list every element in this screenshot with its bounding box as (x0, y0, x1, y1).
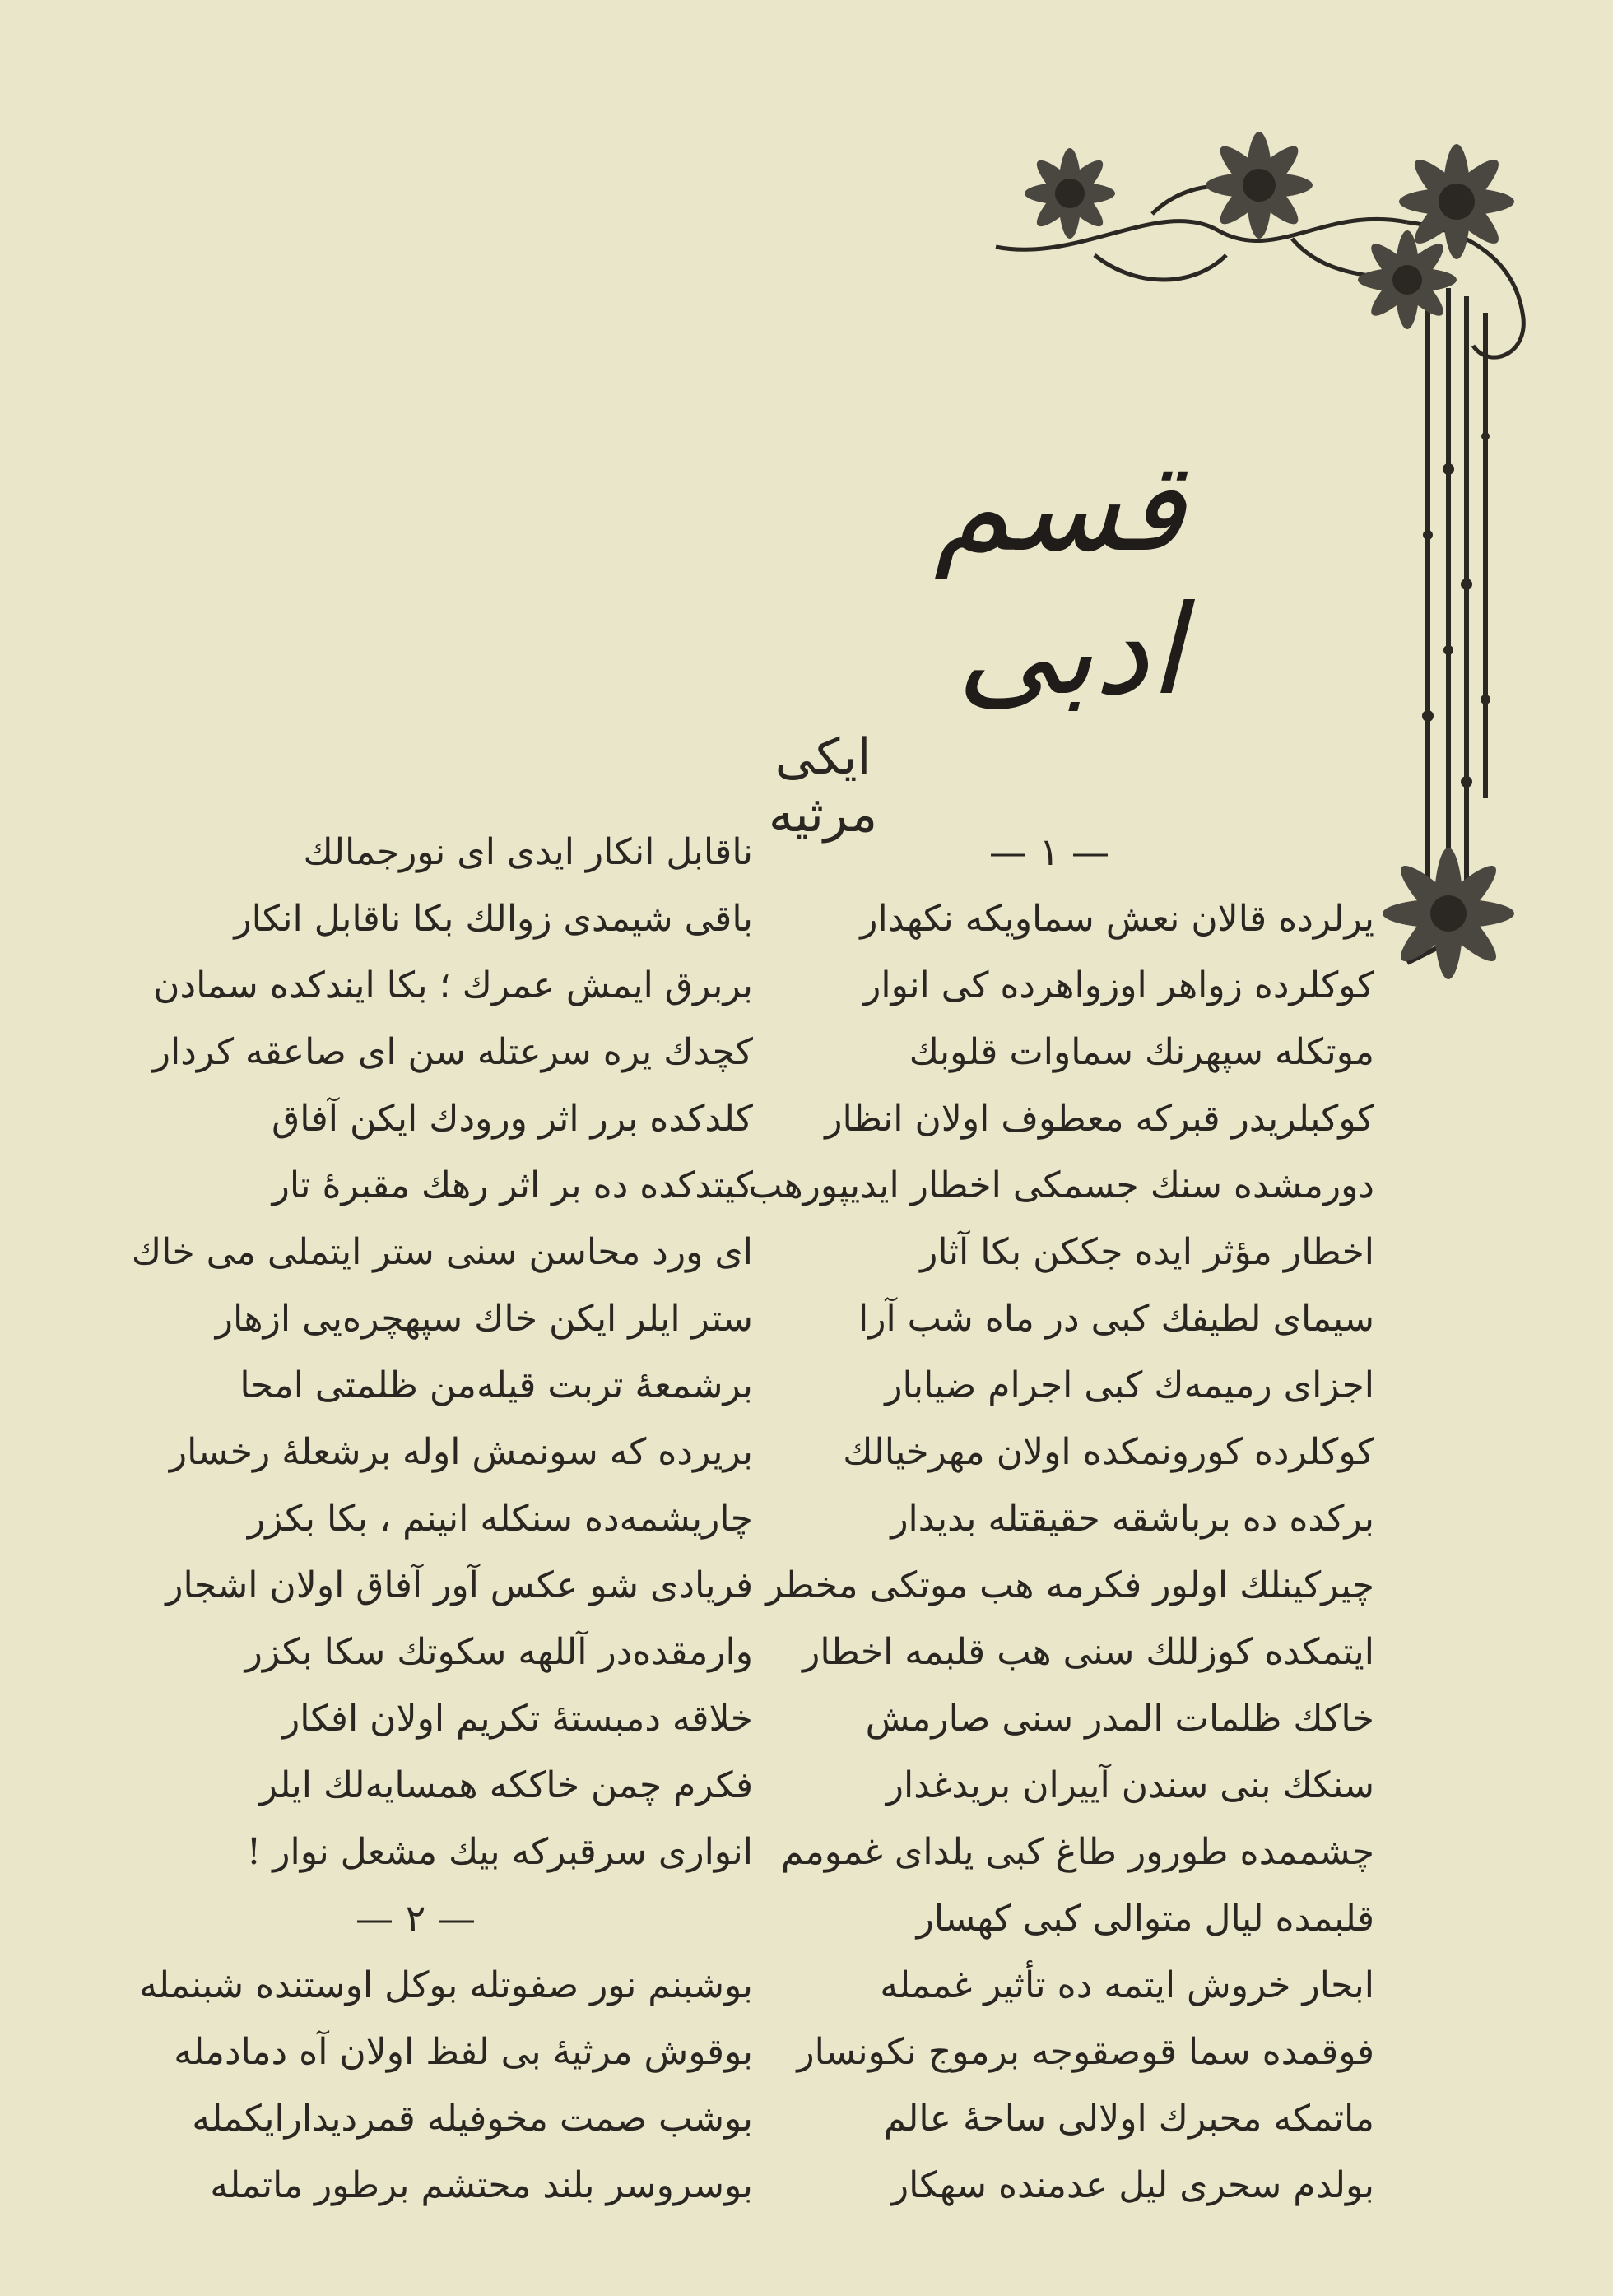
verse-line: کچدك یره سرعتله سن ای صاعقه کردار (152, 1031, 753, 1073)
verse-line: چیرکینلك اولور فکرمه هب موتکی مخطر (765, 1564, 1374, 1606)
verse-line: چاریشمه‌ده سنکله انینم ، بکا بکزر (247, 1498, 753, 1540)
verse-line: کوکبلریدر قبرکه معطوف اولان انظار (825, 1098, 1374, 1140)
verse-line: قلبمده لیال متوالی کبی کهسار (916, 1898, 1374, 1940)
verse-line: اجزای رمیمه‌ك کبی اجرام ضیابار (885, 1364, 1374, 1406)
verse-line: اخطار مؤثر ایده جککن بکا آثار (920, 1231, 1374, 1273)
verse-line: بوشب صمت مخوفیله قمردیدارایکمله (192, 2098, 753, 2140)
verse-line: چشممده طورور طاغ کبی یلدای غمومم (780, 1831, 1374, 1873)
verse-line: باقی شیمدی زوالك بکا ناقابل انکار (234, 898, 753, 940)
part-marker-1: — ١ — (989, 830, 1109, 874)
verse-line: ابحار خروش ایتمه ده تأثیر غممله (880, 1964, 1374, 2006)
verse-line: انواری سرقبرکه بیك مشعل نوار ! (246, 1831, 753, 1873)
verse-line: برشمعهٔ تربت قیله‌من ظلمتی امحا (239, 1364, 753, 1406)
verse-line: برکده ده برباشقه حقیقتله بدیدار (890, 1498, 1374, 1540)
verse-line: بربرق ایمش عمرك ؛ بکا ایندکده سمادن (153, 964, 753, 1006)
verse-line: فکرم چمن خاککه همسایه‌لك ایلر (259, 1764, 753, 1806)
verse-line: وارمقده‌در آللهه سکوتك سکا بکزر (244, 1631, 753, 1673)
verse-line: فوقمده سما قوصقوجه برموج نکونسار (797, 2031, 1374, 2073)
part-marker-2: — ٢ — (356, 1896, 476, 1940)
verse-line: سیمای لطیفك کبی در ماه شب آرا (858, 1298, 1374, 1340)
verse-line: ستر ایلر ایکن خاك سپهچره‌یی ازهار (215, 1298, 753, 1340)
poem-title: ایکی مرثیه (768, 728, 878, 844)
verse-line: کلدکده برر اثر ورودك ایکن آفاق (272, 1098, 753, 1140)
verse-line: بوشبنم نور صفوتله بوکل اوستنده شبنمله (139, 1964, 753, 2006)
verse-line: بوقوش مرثیهٔ بی لفظ اولان آه دمادمله (174, 2031, 753, 2073)
poem-part-1-continued-column (78, 819, 753, 2219)
verse-line: سنکك بنی سندن آییران بریدغدار (886, 1764, 1374, 1806)
verse-line: خاکك ظلمات المدر سنی صارمش (865, 1698, 1374, 1740)
verse-line: بوسروسر بلند محتشم برطور ماتمله (210, 2164, 753, 2206)
verse-line: ای ورد محاسن سنی ستر ایتملی می خاك (131, 1231, 753, 1273)
verse-line: بریرده که سونمش اوله برشعلهٔ رخسار (169, 1431, 753, 1473)
verse-line: ماتمکه محبرك اولالی ساحهٔ عالم (883, 2098, 1374, 2140)
verse-line: موتکله سپهرنك سماوات قلوبك (909, 1031, 1374, 1073)
section-title: قسم ادبی (933, 436, 1185, 723)
verse-line: کیتدکده ده بر اثر رهك مقبرهٔ تار (272, 1164, 753, 1206)
verse-line: یرلرده قالان نعش سماویکه نکهدار (860, 898, 1374, 940)
verse-line: دورمشده سنك جسمکی اخطار ایدیپورهب (748, 1164, 1374, 1206)
verse-line: ایتمکده کوزللك سنی هب قلبمه اخطار (802, 1631, 1374, 1673)
verse-line: بولدم سحری لیل عدمنده سهکار (890, 2164, 1374, 2206)
verse-line: ناقابل انکار ایدی ای نورجمالك (303, 831, 753, 873)
verse-line: کوکلرده کورونمکده اولان مهرخیالك (843, 1431, 1374, 1473)
verse-line: کوکلرده زواهر اوزواهرده کی انوار (863, 964, 1374, 1006)
verse-line: خلاقه دمبستهٔ تکریم اولان افکار (281, 1698, 753, 1740)
poem-part-1-column (724, 819, 1374, 2219)
verse-line: فریادی شو عکس آور آفاق اولان اشجار (165, 1564, 753, 1606)
